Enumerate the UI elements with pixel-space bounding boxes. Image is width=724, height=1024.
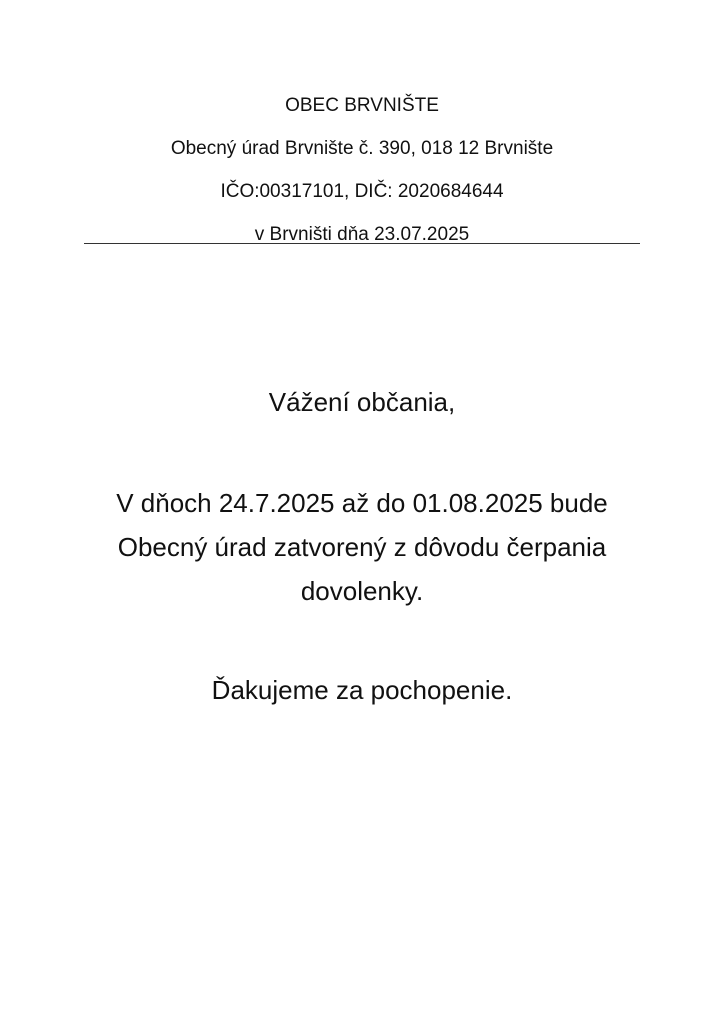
letterhead xyxy=(84,84,640,256)
municipality-name: OBEC BRVNIŠTE xyxy=(285,95,439,116)
greeting: Vážení občania, xyxy=(268,387,456,417)
closure-notice xyxy=(40,481,684,613)
notice-line: Obecný úrad zatvorený z dôvodu čerpania xyxy=(117,532,607,562)
office-address: Obecný úrad Brvnište č. 390, 018 12 Brvnište xyxy=(170,138,554,159)
date-line: v Brvništi dňa 23.07.2025 xyxy=(254,224,470,245)
notice-line: dovolenky. xyxy=(300,576,424,606)
company-ids: IČO:00317101, DIČ: 2020684644 xyxy=(220,181,504,202)
header-divider xyxy=(84,243,640,244)
notice-line: V dňoch 24.7.2025 až do 01.08.2025 bude xyxy=(116,488,608,518)
thanks-line: Ďakujeme za pochopenie. xyxy=(211,675,513,705)
